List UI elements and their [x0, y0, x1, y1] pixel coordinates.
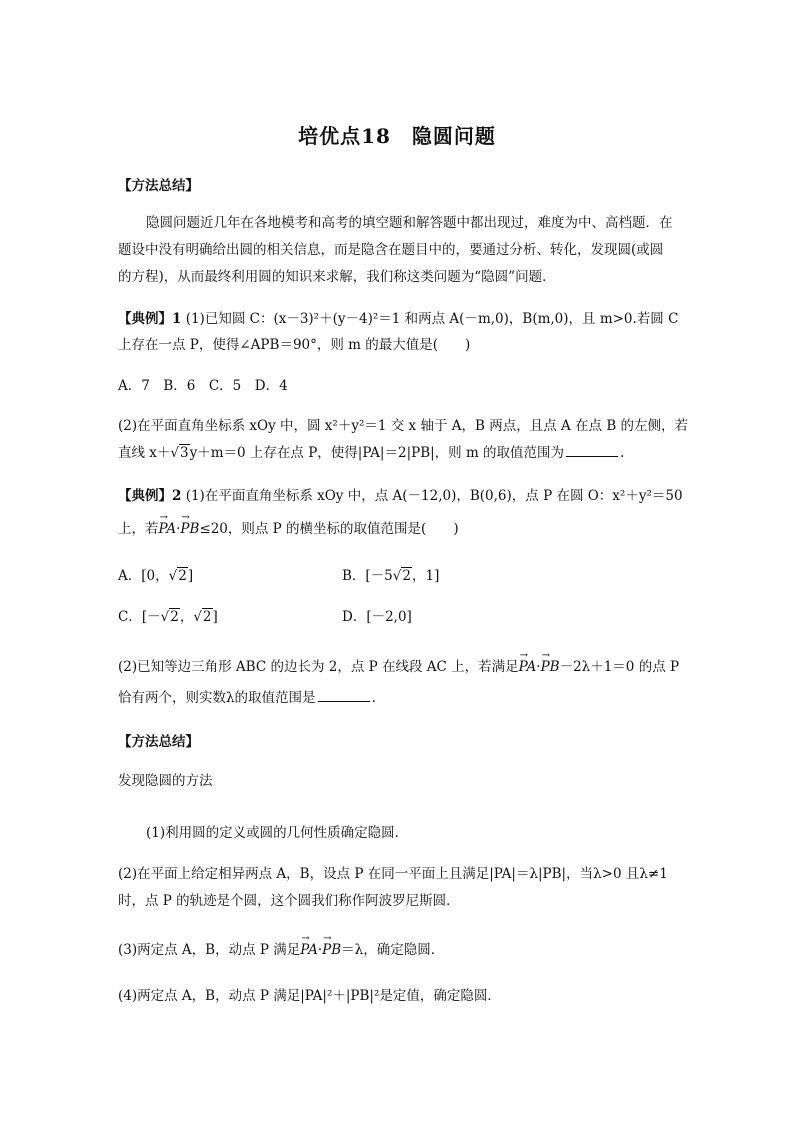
answer-blank[interactable] [318, 689, 370, 702]
intro-paragraph-line-3: 的方程)，从而最终利用圆的知识来求解，我们称这类问题为“隐圆”问题． [118, 269, 556, 285]
vector-pa: → PA [300, 940, 318, 960]
example1-q2-line-1: (2)在平面直角坐标系 xOy 中，圆 x²＋y²＝1 交 x 轴于 A，B 两点，且点 A 在点 B 的左侧，若 [118, 418, 689, 434]
intro-paragraph-line-2: 题设中没有明确给出圆的相关信息，而是隐含在题目中的，要通过分析、转化，发现圆(或圆 [118, 242, 664, 258]
page-title: 培优点18 隐圆问题 [298, 124, 496, 148]
method-subheading: 发现隐圆的方法 [118, 773, 213, 789]
example2-q1-line-1 [118, 486, 688, 506]
example2-q1-line-2: 上，若→ PA·→ PB≤20，则点 P 的横坐标的取值范围是( ) [118, 519, 688, 539]
answer-blank[interactable] [566, 444, 618, 457]
vector-pb: → PB [322, 940, 341, 960]
method-item-3: (3)两定点 A，B，动点 P 满足→ PA·→ PB＝λ，确定隐圆． [118, 940, 688, 960]
option-d: D．[－2,0] [342, 609, 412, 625]
vector-pa: → PA [519, 657, 537, 677]
example1-label: 【典例】1 [118, 311, 182, 327]
method-summary-heading-2: 【方法总结】 [118, 734, 199, 750]
example1-q1-line-1 [118, 309, 688, 329]
example1-q1-options: A．7 B．6 C．5 D．4 [118, 378, 288, 394]
method-item-1: (1)利用圆的定义或圆的几何性质确定隐圆． [146, 825, 409, 841]
option-c: C．[－√2，√2] [118, 609, 218, 625]
method-item-2-line-1: (2)在平面上给定相异两点 A，B，设点 P 在同一平面上且满足|PA|＝λ|PB|，当λ>0 且λ≠1 [118, 866, 668, 882]
method-item-2-line-2: 时，点 P 的轨迹是个圆，这个圆我们称作阿波罗尼斯圆． [118, 893, 460, 909]
example2-q1-options-row-1 [118, 566, 688, 586]
example2-label: 【典例】2 [118, 488, 182, 504]
example2-q2-line-1: (2)已知等边三角形 ABC 的边长为 2，点 P 在线段 AC 上，若满足→ PA·→ PB－2λ＋1＝0 的点 P [118, 657, 688, 677]
example1-q1-text: (1)已知圆 C：(x－3)²＋(y－4)²＝1 和两点 A(－m,0)，B(m,0)，且 m>0.若圆 C [185, 311, 679, 327]
example1-q2-line-2: 直线 x＋√3y＋m＝0 上存在点 P，使得|PA|＝2|PB|，则 m 的取值范围为 . [118, 445, 625, 461]
example2-q1-text: (1)在平面直角坐标系 xOy 中，点 A(－12,0)，B(0,6)，点 P 在圆 O：x²＋y²＝50 [185, 488, 683, 504]
sqrt-symbol: √3 [170, 445, 189, 461]
method-item-4: (4)两定点 A，B，动点 P 满足|PA|²＋|PB|²是定值，确定隐圆． [118, 988, 501, 1004]
example2-q2-line-2: 恰有两个，则实数λ的取值范围是 . [118, 690, 376, 706]
method-summary-heading: 【方法总结】 [118, 178, 199, 194]
intro-paragraph-line-1: 隐圆问题近几年在各地模考和高考的填空题和解答题中都出现过，难度为中、高档题．在 [146, 215, 673, 231]
vector-pa: → PA [159, 519, 177, 539]
vector-pb: → PB [180, 519, 199, 539]
example1-q1-line-2: 上存在一点 P，使得∠APB＝90°，则 m 的最大值是( ) [118, 337, 471, 353]
option-b: B．[－5√2，1] [342, 568, 440, 584]
example2-q1-options-row-2 [118, 607, 688, 627]
vector-pb: → PB [541, 657, 560, 677]
option-a: A．[0，√2] [118, 568, 194, 584]
